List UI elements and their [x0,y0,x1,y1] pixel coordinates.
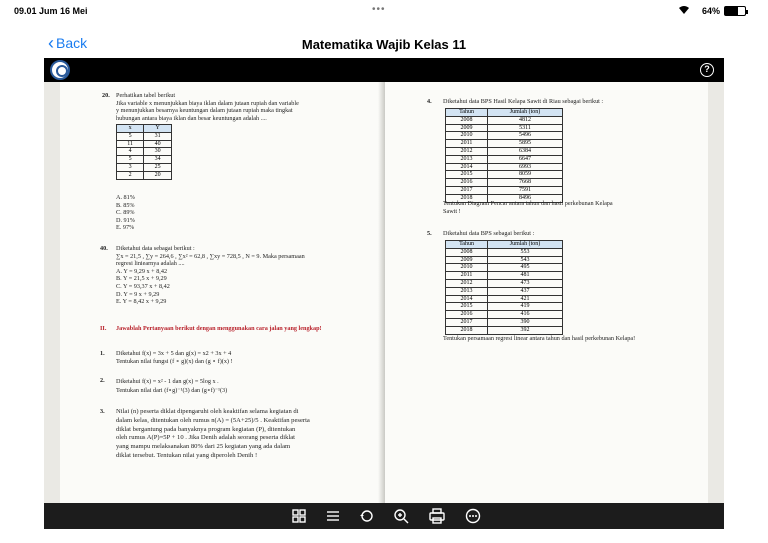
answer-option: A. Y = 9,29 x + 8,42 [116,267,168,275]
text-line: Diketahui f(x) = x² - 1 dan g(x) = 5log x . [116,378,219,385]
text-line: diklat tersebut. Tentukan nilai yang diperoleh Denih ! [116,451,258,459]
table-cell: 2011 [446,140,488,148]
table-cell: 6993 [488,163,563,171]
text-line: Diketahui f(x) = 3x + 5 dan g(x) = x2 + 3x + 4 [116,350,232,357]
table-row [446,256,563,264]
table-cell: 390 [488,318,563,326]
table-header: Y [144,125,172,133]
table-cell: 2010 [446,132,488,140]
table-cell: 25 [144,163,172,171]
table-cell: 8059 [488,171,563,179]
question-number: 4. [427,98,432,105]
table-cell: 3 [117,163,144,171]
text-line: oleh rumus A(P)=5P + 10 . Jika Denih adalah seorang peserta diklat [116,434,295,442]
table-row [446,272,563,280]
question-number: 20. [102,92,110,99]
question-5-text: Tentukan persamaan regresi linear antara tahun dan hasil perkebunan Kelapa! [443,335,636,342]
table-row [446,155,563,163]
table-row [446,140,563,148]
status-time: 09.01 Jum 16 Mei [14,6,88,16]
zoom-icon[interactable] [392,507,410,525]
question-number: 40. [100,245,108,252]
page-title: Matematika Wajib Kelas 11 [301,37,467,52]
table-cell: 2016 [446,311,488,319]
text-line: Tentukan Diagram Pencar antara tahun dan hasil perkebunan Kelapa [443,200,613,207]
table-cell: 2008 [446,116,488,124]
grid-icon[interactable] [290,507,308,525]
q4-table [445,108,563,203]
table-cell: 543 [488,256,563,264]
table-row [117,140,172,148]
answer-option: B. 85% [116,201,135,209]
question-20-text [116,92,376,122]
essay-3-text [116,408,384,461]
question-20-options [116,194,236,232]
table-row [117,156,172,164]
text-line: diklat bergantung pada banyaknya program kegiatan (P), ditentukan [116,425,296,433]
question-number: 3. [100,408,105,415]
table-cell: 30 [144,148,172,156]
table-row [446,124,563,132]
reader-toolbar [44,503,724,529]
table-cell: 416 [488,311,563,319]
table-cell: 392 [488,326,563,334]
table-cell: 2012 [446,279,488,287]
table-row [446,171,563,179]
table-row [446,147,563,155]
table-cell: 6384 [488,147,563,155]
table-cell: 2015 [446,303,488,311]
status-bar [0,0,768,22]
reader-header [44,58,724,82]
table-header: Tahun [446,109,488,117]
table-cell: 2017 [446,186,488,194]
text-line: y menunjukkan besarnya keuntungan dalam jutaan rupiah maka tingkat [116,107,293,115]
essay-1-text [116,350,384,365]
table-row [446,132,563,140]
table-row [446,279,563,287]
table-cell: 495 [488,264,563,272]
table-header: Jumlah (ton) [488,109,563,117]
table-row [117,171,172,179]
table-header: x [117,125,144,133]
text-line: ∑x = 21,5 , ∑y = 264,6 , ∑x² = 62,8 , ∑xy = 728,5 , N = 9. Maka persamaan [116,252,305,260]
print-icon[interactable] [428,507,446,525]
table-cell: 473 [488,279,563,287]
section-number: II. [100,325,107,332]
table-row [446,163,563,171]
more-icon[interactable] [464,507,482,525]
text-line: Sawit ! [443,207,461,215]
question-number: 1. [100,350,105,357]
list-icon[interactable] [324,507,342,525]
table-cell: 2017 [446,318,488,326]
table-row [117,148,172,156]
help-icon[interactable]: ? [700,63,714,77]
battery-icon [724,6,746,16]
table-row [446,248,563,256]
table-cell: 481 [488,272,563,280]
table-cell: 2008 [446,248,488,256]
table-cell: 31 [144,132,172,140]
table-row [117,132,172,140]
answer-option: E. 97% [116,224,135,232]
multitasking-dots[interactable]: ••• [372,4,386,15]
table-cell: 2015 [446,171,488,179]
table-cell: 2013 [446,287,488,295]
back-label: Back [56,35,88,51]
table-cell: 2014 [446,295,488,303]
text-line: hubungan antara biaya iklan dan besar keuntungan adalah .... [116,114,267,122]
table-cell: 4 [117,148,144,156]
answer-option: D. 91% [116,216,135,224]
table-cell: 2018 [446,326,488,334]
table-cell: 7668 [488,179,563,187]
table-cell: 2010 [446,264,488,272]
table-row [446,179,563,187]
table-cell: 6647 [488,155,563,163]
question-4-text [443,200,698,215]
table-cell: 2018 [446,194,488,202]
table-row [446,303,563,311]
table-header: Jumlah (ton) [488,241,563,249]
table-cell: 34 [144,156,172,164]
section-title: Jawablah Pertanyaan berikut dengan menggunakan cara jalan yang lengkap! [116,325,322,332]
table-row [446,264,563,272]
question-4-intro: Diketahui data BPS Hasil Kelapa Sawit di Riau sebagai berikut : [443,98,604,105]
answer-option: B. Y = 21,5 x + 9,29 [116,275,167,283]
table-cell: 2014 [446,163,488,171]
answer-option: D. Y = 9 x + 9,29 [116,290,160,298]
table-row [446,295,563,303]
table-header: Tahun [446,241,488,249]
answer-option: A. 81% [116,194,135,201]
table-cell: 2 [117,171,144,179]
text-line: Diketahui data sebagai berikut : [116,245,195,252]
text-line: dalam kelas, ditentukan oleh rumus n(A) = (5A+25)/5 . Keaktifan peserta [116,416,310,424]
table-cell: 2011 [446,272,488,280]
table-cell: 40 [144,140,172,148]
battery-percent: 64% [701,6,720,16]
school-logo [50,60,70,80]
table-cell: 419 [488,303,563,311]
table-cell: 2013 [446,155,488,163]
q5-table [445,240,563,335]
wifi-icon [678,5,690,17]
table-cell: 4812 [488,116,563,124]
table-cell: 5 [117,132,144,140]
answer-option: C. Y = 93,37 x + 8,42 [116,282,170,290]
text-line: Perhatikan tabel berikut [116,92,176,99]
rotate-icon[interactable] [358,507,376,525]
table-cell: 11 [117,140,144,148]
answer-option: E. Y = 8,42 x + 9,29 [116,298,167,306]
q20-table [116,124,172,180]
table-cell: 7591 [488,186,563,194]
table-cell: 20 [144,171,172,179]
table-cell: 2009 [446,256,488,264]
table-row [446,287,563,295]
text-line: Jika variable x menunjukkan biaya iklan dalam jutaan rupiah dan variable [116,99,299,107]
text-line: yang mampu melaksanakan 80% dari 25 kegiatan yang ada dalam [116,443,291,451]
table-cell: 5311 [488,124,563,132]
chevron-left-icon: ‹ [48,33,54,53]
table-cell: 5 [117,156,144,164]
question-40-text [116,245,384,306]
answer-option: C. 89% [116,209,135,217]
table-cell: 8496 [488,194,563,202]
question-number: 2. [100,377,105,384]
table-row [446,326,563,334]
table-cell: 2016 [446,179,488,187]
question-5-intro: Diketahui data BPS sebagai berikut : [443,230,535,237]
table-cell: 553 [488,248,563,256]
right-page[interactable] [385,82,708,528]
table-cell: 2009 [446,124,488,132]
table-cell: 5496 [488,132,563,140]
nav-bar [0,30,768,58]
table-cell: 5895 [488,140,563,148]
text-line: Tentukan nilai dari (f∘g)⁻¹(3) dan (g∘f)⁻¹(3) [116,387,228,394]
table-row [446,116,563,124]
table-row [446,318,563,326]
table-row [446,311,563,319]
essay-2-text [116,377,384,395]
table-row [446,186,563,194]
text-line: Nilai (n) peserta diklat dipengaruhi oleh keaktifan selama kegiatan di [116,408,299,415]
table-cell: 2012 [446,147,488,155]
table-cell: 437 [488,287,563,295]
left-page[interactable] [60,82,390,528]
table-cell: 421 [488,295,563,303]
table-row [117,163,172,171]
text-line: regresi liniearnya adalah .... [116,260,185,268]
text-line: Tentukan nilai fungsi (f ∘ g)(x) dan (g ∘ f)(x) ! [116,357,233,365]
question-number: 5. [427,230,432,237]
book-reader [44,58,724,528]
